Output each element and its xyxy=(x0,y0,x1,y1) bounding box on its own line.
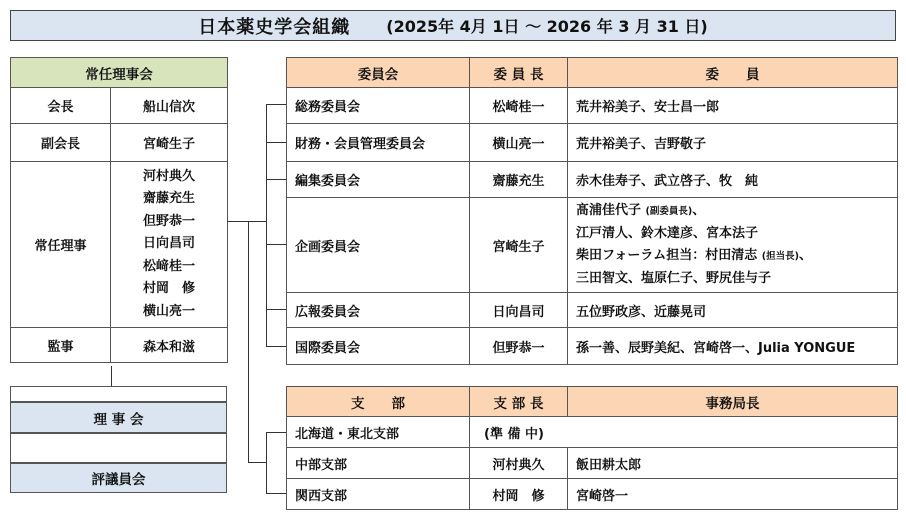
connector-line xyxy=(266,244,286,245)
branch-secretary: 飯田耕太郎 xyxy=(568,448,898,479)
committee-name: 財務・会員管理委員会 xyxy=(287,124,470,162)
committee-members: 孫一善、辰野美紀、宮崎啓一、Julia YONGUE xyxy=(568,328,898,365)
branch-head: 河村典久 xyxy=(470,448,568,479)
branch-name: 中部支部 xyxy=(287,448,470,479)
role-president: 会長 xyxy=(11,88,111,124)
board-label: 理 事 会 xyxy=(93,411,144,428)
connector-line xyxy=(266,493,286,494)
branch-name: 関西支部 xyxy=(287,479,470,510)
title-period: (2025年 4月 1日 〜 2026 年 3 月 31 日) xyxy=(386,17,708,36)
committee-chair: 宮崎生子 xyxy=(470,198,568,293)
connector-line xyxy=(266,104,286,105)
branch-status: (準 備 中) xyxy=(470,417,898,448)
branch-secretary: 宮崎啓一 xyxy=(568,479,898,510)
committee-members xyxy=(568,198,898,293)
name-vice-president: 宮崎生子 xyxy=(111,124,228,162)
connector-line xyxy=(266,179,286,180)
page-title xyxy=(10,10,896,41)
committee-chair: 但野恭一 xyxy=(470,328,568,365)
member-note: (担当長) xyxy=(761,251,799,262)
connector-line xyxy=(266,104,267,347)
board-box xyxy=(10,402,227,433)
role-auditor: 監事 xyxy=(11,328,111,363)
committee-chair: 齋藤充生 xyxy=(470,162,568,198)
standing-board-header: 常任理事会 xyxy=(11,58,228,88)
member-separator: 、 xyxy=(692,203,706,218)
committee-name: 総務委員会 xyxy=(287,88,470,124)
committees-header-chair: 委 員 長 xyxy=(470,58,568,88)
committees-table xyxy=(286,57,898,365)
branch-head: 村岡 修 xyxy=(470,479,568,510)
committees-header-members: 委 員 xyxy=(568,58,898,88)
connector-line xyxy=(266,309,286,310)
standing-director-name: 日向昌司 xyxy=(142,236,195,252)
connector-line xyxy=(266,346,286,347)
connector-line xyxy=(266,142,286,143)
blank-box-2 xyxy=(10,433,227,463)
committee-name: 国際委員会 xyxy=(287,328,470,365)
connector-line xyxy=(248,462,266,463)
council-label: 評議員会 xyxy=(91,472,146,488)
blank-box xyxy=(10,386,227,402)
standing-director-name: 齋藤充生 xyxy=(142,191,195,207)
council-box xyxy=(10,463,227,493)
committee-members: 荒井裕美子、吉野敬子 xyxy=(568,124,898,162)
committees-header-name: 委員会 xyxy=(287,58,470,88)
title-main: 日本薬史学会組織 xyxy=(198,16,351,38)
committee-name: 広報委員会 xyxy=(287,293,470,328)
branches-header-head: 支 部 長 xyxy=(470,387,568,417)
committee-chair: 松崎桂一 xyxy=(470,88,568,124)
branch-name: 北海道・東北支部 xyxy=(287,417,470,448)
standing-director-name: 村岡 修 xyxy=(142,281,195,297)
member-note: (副委員長) xyxy=(645,206,693,217)
member-line: 柴田フォーラム担当：村田清志 xyxy=(576,248,758,263)
committee-chair: 日向昌司 xyxy=(470,293,568,328)
name-president: 船山信次 xyxy=(111,88,228,124)
connector-line xyxy=(111,366,112,386)
member-separator: 、 xyxy=(798,248,812,263)
member-line: 三田智文、塩原仁子、野尻佳与子 xyxy=(576,271,772,286)
role-vice-president: 副会長 xyxy=(11,124,111,162)
standing-director-name: 河村典久 xyxy=(142,168,195,184)
standing-director-name: 松﨑桂一 xyxy=(142,258,195,274)
names-standing-directors xyxy=(111,162,228,328)
standing-director-name: 但野恭一 xyxy=(142,213,195,229)
committee-chair: 横山亮一 xyxy=(470,124,568,162)
member-line: 江戸清人、鈴木達彦、宮本法子 xyxy=(576,226,759,241)
branches-header-name: 支 部 xyxy=(287,387,470,417)
role-standing-directors: 常任理事 xyxy=(11,162,111,328)
connector-line xyxy=(266,432,267,493)
committee-name: 編集委員会 xyxy=(287,162,470,198)
member-line: 髙浦佳代子 xyxy=(576,203,642,218)
standing-board-table xyxy=(10,57,228,363)
branches-header-secretary: 事務局長 xyxy=(568,387,898,417)
committee-name: 企画委員会 xyxy=(287,198,470,293)
committee-members: 五位野政彦、近藤晃司 xyxy=(568,293,898,328)
standing-director-name: 横山亮一 xyxy=(142,303,195,319)
committee-members: 荒井裕美子、安士昌一郎 xyxy=(568,88,898,124)
committee-members: 赤木佳寿子、武立啓子、牧 純 xyxy=(568,162,898,198)
connector-line xyxy=(266,432,286,433)
name-auditor: 森本和滋 xyxy=(111,328,228,363)
connector-line xyxy=(227,221,266,222)
connector-line xyxy=(248,221,249,463)
branches-table xyxy=(286,386,898,510)
